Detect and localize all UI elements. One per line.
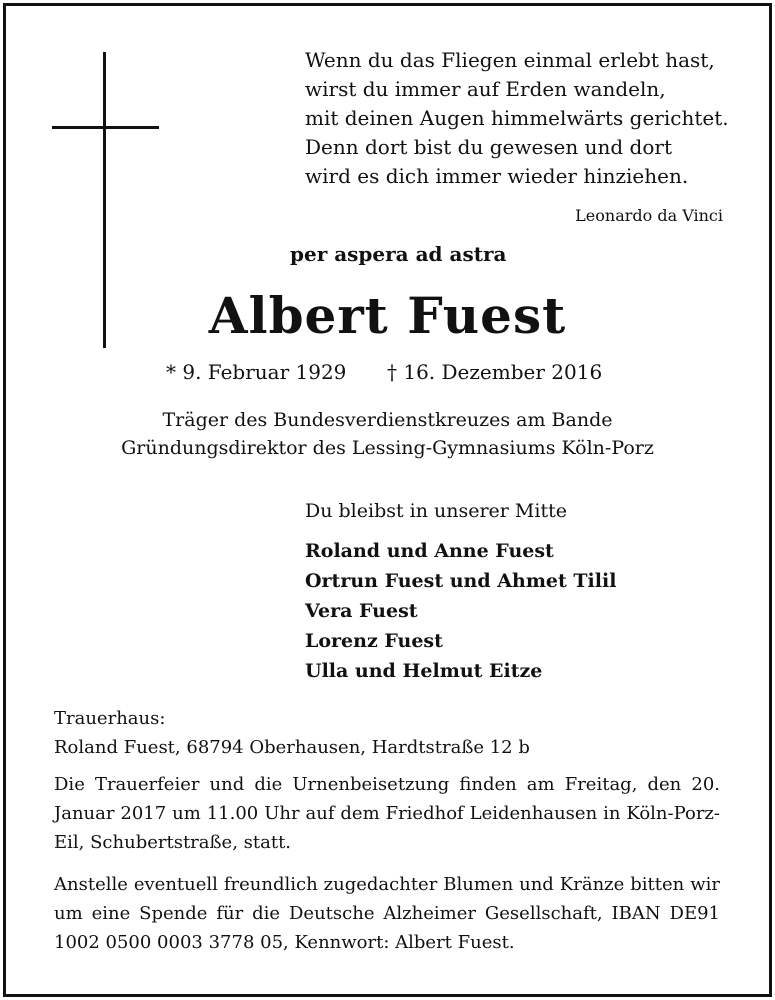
motto: per aspera ad astra: [290, 242, 507, 266]
trauerhaus-address: Roland Fuest, 68794 Oberhausen, Hardtstraße 12 b: [54, 737, 530, 758]
deceased-name: Albert Fuest: [208, 286, 567, 345]
mourner-name: Ortrun Fuest und Ahmet Tilil: [305, 570, 617, 592]
poem-line: wird es dich immer wieder hinziehen.: [305, 164, 689, 188]
mourner-name: Vera Fuest: [305, 600, 418, 622]
cross-horizontal-bar: [52, 126, 159, 129]
poem-line: wirst du immer auf Erden wandeln,: [305, 77, 666, 101]
honor-line: Gründungsdirektor des Lessing-Gymnasiums Köln-Porz: [121, 437, 654, 459]
poem-line: Denn dort bist du gewesen und dort: [305, 135, 672, 159]
mourner-name: Roland und Anne Fuest: [305, 540, 554, 562]
birth-date: * 9. Februar 1929: [166, 360, 347, 384]
poem-quote: [305, 46, 729, 191]
poem-line: mit deinen Augen himmelwärts gerichtet.: [305, 106, 729, 130]
poem-line: Wenn du das Fliegen einmal erlebt hast,: [305, 48, 715, 72]
ceremony-paragraph: Die Trauerfeier und die Urnenbeisetzung finden am Freitag, den 20. Januar 2017 um 11.00 Uhr auf dem Friedhof Leidenhausen in Köln-Porz-Eil, Schubertstraße, statt.: [54, 774, 720, 853]
trauerhaus-block: [54, 704, 720, 762]
trauerhaus-label: Trauerhaus:: [54, 708, 166, 729]
mourners-list: [305, 536, 616, 686]
honors: [0, 406, 775, 462]
honor-line: Träger des Bundesverdienstkreuzes am Bande: [162, 409, 613, 431]
donation-paragraph: Anstelle eventuell freundlich zugedachter Blumen und Kränze bitten wir um eine Spende für die Deutsche Alzheimer Gesellschaft, IBAN DE91 1002 0500 0003 3778 05, Kennwort: Albert Fuest.: [54, 874, 720, 953]
mourner-name: Lorenz Fuest: [305, 630, 443, 652]
mourners-intro: Du bleibst in unserer Mitte: [305, 500, 567, 522]
mourner-name: Ulla und Helmut Eitze: [305, 660, 543, 682]
quote-author: Leonardo da Vinci: [575, 206, 723, 225]
death-date: † 16. Dezember 2016: [387, 360, 603, 384]
